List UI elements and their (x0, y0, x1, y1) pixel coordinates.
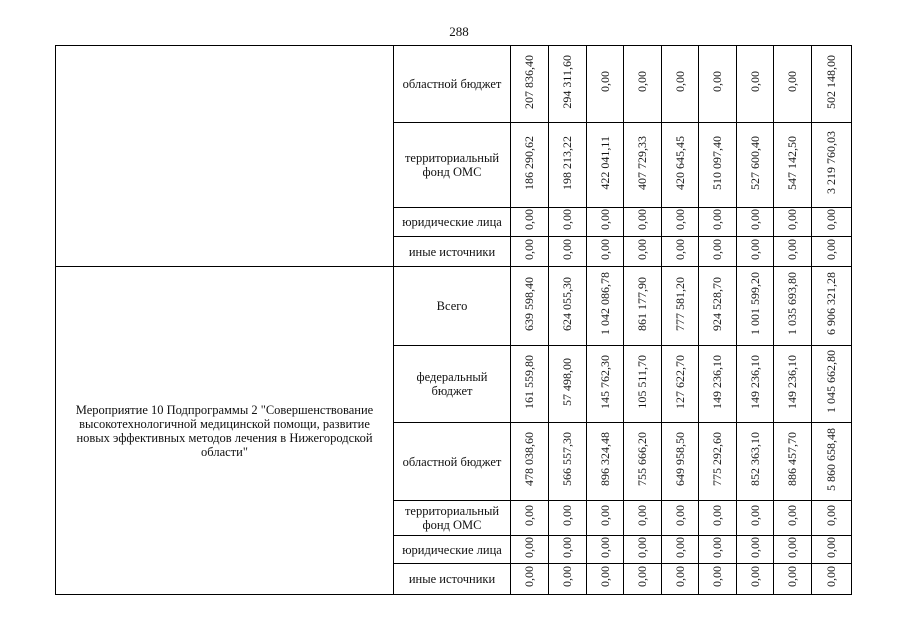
value-cell (587, 208, 624, 237)
value-cell (549, 564, 587, 595)
value: 0,00 (672, 505, 687, 526)
value: 207 836,40 (522, 54, 536, 109)
value: 3 219 760,03 (824, 131, 838, 194)
value-cell (774, 564, 812, 595)
value-cell (774, 423, 812, 501)
value: 0,00 (747, 238, 762, 260)
source-cell (394, 536, 511, 564)
value-cell (662, 267, 699, 346)
value: 1 045 662,80 (824, 350, 838, 413)
value: 0,00 (785, 71, 799, 92)
source-label: областной бюджет (402, 454, 502, 469)
source-cell (394, 237, 511, 267)
value: 0,00 (710, 566, 724, 587)
value-cell (737, 237, 774, 267)
value: 0,00 (597, 209, 612, 230)
source-cell (394, 123, 511, 208)
value: 0,00 (747, 566, 762, 587)
value-cell (587, 501, 624, 536)
value-cell (624, 237, 662, 267)
value-cell (624, 564, 662, 595)
value: 527 600,40 (747, 135, 762, 190)
value: 407 729,33 (635, 135, 649, 190)
source-label: федеральный бюджет (416, 370, 488, 398)
value: 896 324,48 (597, 432, 612, 486)
value: 510 097,40 (710, 135, 724, 190)
value: 0,00 (635, 238, 649, 260)
source-label: областной бюджет (402, 77, 502, 91)
value-cell (699, 267, 737, 346)
value-cell (549, 267, 587, 346)
value: 0,00 (522, 209, 536, 230)
value: 0,00 (597, 536, 612, 558)
value-cell (587, 564, 624, 595)
value: 0,00 (597, 566, 612, 587)
value-cell (774, 267, 812, 346)
value-cell (812, 346, 852, 423)
source-cell (394, 423, 511, 501)
value: 0,00 (672, 536, 687, 558)
value-cell (624, 536, 662, 564)
value: 639 598,40 (522, 276, 536, 331)
value: 149 236,10 (747, 354, 762, 409)
value-cell (549, 237, 587, 267)
value: 0,00 (597, 238, 612, 260)
budget-table (55, 45, 852, 595)
value: 0,00 (635, 71, 649, 92)
value-cell (737, 564, 774, 595)
value-cell (587, 346, 624, 423)
value: 0,00 (635, 566, 649, 587)
value: 0,00 (672, 71, 687, 92)
value: 422 041,11 (597, 135, 612, 190)
value: 149 236,10 (785, 354, 799, 409)
value-cell (737, 536, 774, 564)
value: 0,00 (597, 71, 612, 92)
value-cell (511, 267, 549, 346)
value: 0,00 (824, 566, 838, 587)
value: 1 035 693,80 (785, 272, 799, 335)
value: 0,00 (747, 71, 762, 92)
value: 0,00 (522, 505, 536, 526)
value-cell (624, 346, 662, 423)
value: 755 666,20 (635, 432, 649, 486)
value: 0,00 (672, 209, 687, 230)
source-cell (394, 267, 511, 346)
value-cell (774, 46, 812, 123)
value: 0,00 (710, 238, 724, 260)
value: 502 148,00 (824, 54, 838, 109)
value: 0,00 (710, 71, 724, 92)
value-cell (737, 501, 774, 536)
value-cell (511, 123, 549, 208)
value: 420 645,45 (672, 135, 687, 190)
value: 0,00 (785, 209, 799, 230)
value-cell (587, 237, 624, 267)
value: 161 559,80 (522, 354, 536, 409)
value-cell (737, 267, 774, 346)
source-cell (394, 208, 511, 237)
value-cell (812, 237, 852, 267)
value: 777 581,20 (672, 276, 687, 331)
value-cell (662, 237, 699, 267)
value: 0,00 (710, 536, 724, 558)
value: 0,00 (560, 505, 574, 526)
value: 0,00 (522, 566, 536, 587)
value-cell (699, 536, 737, 564)
value-cell (812, 208, 852, 237)
value-cell (624, 267, 662, 346)
value: 0,00 (635, 209, 649, 230)
value-cell (549, 123, 587, 208)
value: 0,00 (824, 209, 838, 230)
value-cell (774, 123, 812, 208)
value-cell (699, 564, 737, 595)
value-cell (624, 423, 662, 501)
value: 624 055,30 (560, 276, 574, 331)
value: 6 906 321,28 (824, 272, 838, 335)
value-cell (549, 501, 587, 536)
value: 145 762,30 (597, 354, 612, 409)
source-cell (394, 564, 511, 595)
value-cell (699, 46, 737, 123)
value-cell (737, 46, 774, 123)
value-cell (511, 208, 549, 237)
value-cell (662, 346, 699, 423)
value-cell (737, 123, 774, 208)
table-row (56, 46, 852, 123)
value: 0,00 (785, 536, 799, 558)
value: 0,00 (560, 238, 574, 260)
value: 0,00 (747, 536, 762, 558)
table-row (56, 267, 852, 346)
value-cell (511, 423, 549, 501)
value-cell (812, 46, 852, 123)
value-cell (587, 46, 624, 123)
value-cell (699, 423, 737, 501)
value: 924 528,70 (710, 276, 724, 331)
value: 294 311,60 (560, 54, 574, 109)
value-cell (662, 564, 699, 595)
value: 0,00 (522, 238, 536, 260)
value-cell (624, 501, 662, 536)
measure-title: Мероприятие 10 Подпрограммы 2 "Совершенствование высокотехнологичной медицинской помощи, развитие новых эффективных методов лечения в Нижегородской области" (75, 402, 374, 459)
value-cell (511, 346, 549, 423)
value-cell (699, 208, 737, 237)
value-cell (587, 123, 624, 208)
source-label: иные источники (408, 244, 496, 259)
value: 0,00 (785, 505, 799, 526)
value-cell (662, 501, 699, 536)
value: 0,00 (747, 505, 762, 526)
value: 186 290,62 (522, 135, 536, 190)
value: 5 860 658,48 (824, 427, 838, 491)
value-cell (737, 208, 774, 237)
value-cell (699, 346, 737, 423)
value-cell (587, 423, 624, 501)
value-cell (737, 423, 774, 501)
value: 0,00 (522, 536, 536, 558)
value-cell (774, 536, 812, 564)
value-cell (699, 501, 737, 536)
value: 649 958,50 (672, 432, 687, 486)
value: 0,00 (824, 505, 838, 526)
measure-cell (56, 267, 394, 595)
value-cell (699, 123, 737, 208)
value: 127 622,70 (672, 354, 687, 409)
value-cell (549, 536, 587, 564)
value: 0,00 (747, 209, 762, 230)
value: 886 457,70 (785, 432, 799, 486)
value: 0,00 (824, 238, 838, 260)
value: 0,00 (710, 505, 724, 526)
value-cell (624, 123, 662, 208)
value: 547 142,50 (785, 135, 799, 190)
value: 0,00 (710, 209, 724, 230)
value-cell (624, 208, 662, 237)
value-cell (511, 564, 549, 595)
value-cell (699, 237, 737, 267)
value: 478 038,60 (522, 432, 536, 486)
value: 0,00 (635, 505, 649, 526)
value-cell (511, 536, 549, 564)
source-label: юридические лица (402, 215, 502, 229)
value-cell (549, 423, 587, 501)
value: 1 001 599,20 (747, 272, 762, 335)
value-cell (511, 46, 549, 123)
value-cell (812, 267, 852, 346)
value: 775 292,60 (710, 432, 724, 486)
value: 0,00 (560, 536, 574, 558)
value-cell (774, 237, 812, 267)
value: 852 363,10 (747, 432, 762, 486)
value: 57 498,00 (560, 357, 574, 406)
value: 566 557,30 (560, 432, 574, 486)
measure-cell (56, 46, 394, 267)
source-label: Всего (436, 299, 468, 313)
value-cell (549, 208, 587, 237)
value: 0,00 (560, 209, 574, 230)
value-cell (812, 536, 852, 564)
value-cell (812, 564, 852, 595)
value-cell (812, 123, 852, 208)
value-cell (511, 501, 549, 536)
value: 1 042 086,78 (597, 272, 612, 335)
source-label: юридические лица (402, 542, 502, 557)
value-cell (662, 208, 699, 237)
value-cell (587, 536, 624, 564)
source-cell (394, 46, 511, 123)
value-cell (662, 536, 699, 564)
source-label: территориальный фонд ОМС (404, 151, 500, 179)
value-cell (662, 46, 699, 123)
value: 0,00 (785, 566, 799, 587)
value-cell (549, 46, 587, 123)
value-cell (774, 346, 812, 423)
value: 0,00 (785, 238, 799, 260)
value: 0,00 (597, 505, 612, 526)
value: 0,00 (635, 536, 649, 558)
value: 198 213,22 (560, 135, 574, 190)
value: 105 511,70 (635, 354, 649, 409)
value-cell (624, 46, 662, 123)
value: 0,00 (672, 238, 687, 260)
source-label: территориальный фонд ОМС (404, 504, 500, 532)
value-cell (549, 346, 587, 423)
value: 861 177,90 (635, 276, 649, 331)
source-label: иные источники (408, 572, 496, 586)
value: 0,00 (560, 566, 574, 587)
value-cell (587, 267, 624, 346)
value: 149 236,10 (710, 354, 724, 409)
value: 0,00 (672, 566, 687, 587)
value-cell (511, 237, 549, 267)
source-cell (394, 346, 511, 423)
value-cell (774, 501, 812, 536)
value: 0,00 (824, 536, 838, 558)
value-cell (662, 423, 699, 501)
value-cell (774, 208, 812, 237)
value-cell (812, 501, 852, 536)
page-number: 288 (449, 24, 469, 39)
value-cell (662, 123, 699, 208)
source-cell (394, 501, 511, 536)
value-cell (812, 423, 852, 501)
value-cell (737, 346, 774, 423)
